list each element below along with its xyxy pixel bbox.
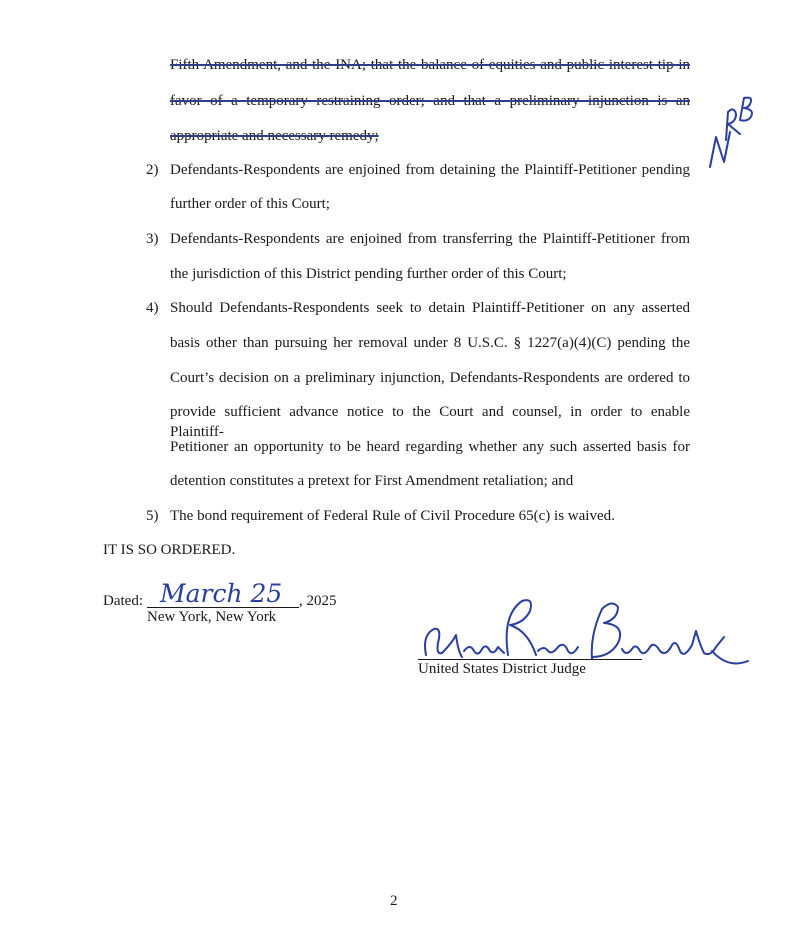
item-4-line-1: Should Defendants-Respondents seek to detain Plaintiff-Petitioner on any asserted xyxy=(170,300,690,316)
intro-line-2 xyxy=(170,91,690,111)
intro-line-1: Fifth Amendment, and the INA; that the balance of equities and public interest tip in xyxy=(170,57,690,73)
item-2-line-1: Defendants-Respondents are enjoined from detaining the Plaintiff-Petitioner pending xyxy=(170,162,690,178)
item-3-number: 3) xyxy=(146,231,159,247)
item-3-line-1: Defendants-Respondents are enjoined from transferring the Plaintiff-Petitioner from xyxy=(170,231,690,247)
initials-text: NRB xyxy=(698,92,701,93)
dated-year: , 2025 xyxy=(299,593,337,609)
dated-label: Dated: xyxy=(103,593,143,609)
initials-mark xyxy=(698,92,758,182)
ordered-text: IT IS SO ORDERED. xyxy=(103,542,236,558)
item-5-line-1: The bond requirement of Federal Rule of Civil Procedure 65(c) is waived. xyxy=(170,508,615,524)
item-4-number: 4) xyxy=(146,300,159,316)
judge-title: United States District Judge xyxy=(418,661,586,677)
intro-line-3: appropriate and necessary remedy; xyxy=(170,128,379,144)
item-2-number: 2) xyxy=(146,162,159,178)
signature-name: Naomi Reice Buchwald xyxy=(412,595,422,596)
intro-line-2-text: favor of a temporary restraining order; and that a preliminary injunction is an xyxy=(170,93,690,109)
dated-handwritten: March 25 xyxy=(160,579,283,608)
item-4-line-5: Petitioner an opportunity to be heard regarding whether any such asserted basis for xyxy=(170,439,690,455)
item-4-line-2: basis other than pursuing her removal under 8 U.S.C. § 1227(a)(4)(C) pending the xyxy=(170,335,690,351)
item-3-line-2: the jurisdiction of this District pending further order of this Court; xyxy=(170,266,567,282)
item-4-line-3: Court’s decision on a preliminary injunction, Defendants-Respondents are ordered to xyxy=(170,370,690,386)
item-4-line-6: detention constitutes a pretext for First Amendment retaliation; and xyxy=(170,473,574,489)
dated-place: New York, New York xyxy=(147,609,277,625)
item-4-line-4: provide sufficient advance notice to the Court and counsel, in order to enable Plaintiff- xyxy=(170,404,690,440)
item-2-line-2: further order of this Court; xyxy=(170,196,330,212)
page-number: 2 xyxy=(390,893,398,909)
item-5-number: 5) xyxy=(146,508,159,524)
